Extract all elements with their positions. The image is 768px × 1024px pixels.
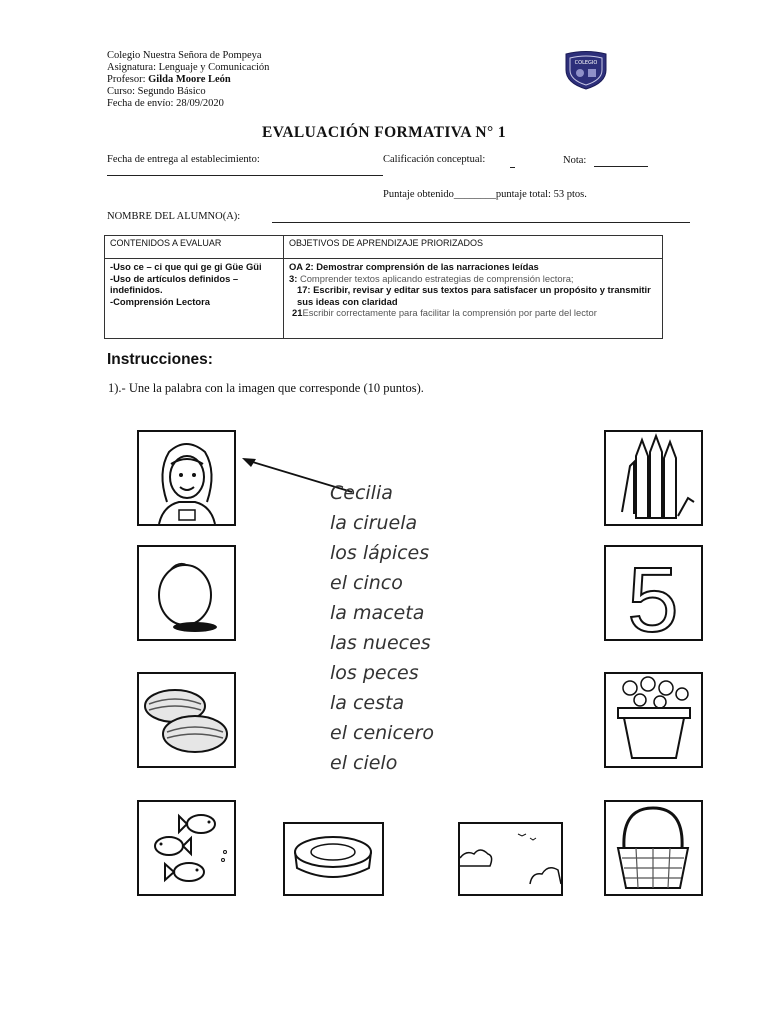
word-item[interactable]: los lápices — [330, 542, 430, 564]
school-name: Colegio Nuestra Señora de Pompeya — [107, 50, 262, 61]
school-logo — [563, 50, 609, 90]
question-1: 1).- Une la palabra con la imagen que corresponde (10 puntos). — [108, 381, 424, 395]
content-item: -Uso ce – ci que qui ge gi Güe Güi — [110, 261, 262, 272]
word-item[interactable]: las nueces — [330, 632, 431, 654]
picture-girl[interactable] — [137, 430, 236, 526]
page-title: EVALUACIÓN FORMATIVA N° 1 — [262, 124, 506, 141]
table-header-contents: CONTENIDOS A EVALUAR — [105, 236, 284, 259]
flowerpot-icon — [606, 674, 701, 766]
fish-icon — [139, 802, 234, 894]
five-icon — [606, 547, 701, 639]
word-item[interactable]: el cielo — [330, 752, 398, 774]
objective-item: 3: Comprender textos aplicando estrategias de comprensión lectora; — [289, 272, 574, 284]
instructions-title: Instrucciones: — [107, 351, 213, 368]
contents-cell — [105, 259, 284, 339]
objective-item: 21Escribir correctamente para facilitar la comprensión por parte del lector — [292, 307, 597, 318]
student-name-label: NOMBRE DEL ALUMNO(A): — [107, 211, 241, 222]
picture-nuts[interactable] — [137, 672, 236, 768]
picture-sky[interactable] — [458, 822, 563, 896]
word-item[interactable]: los peces — [330, 662, 419, 684]
objective-item: 17: Escribir, revisar y editar sus textos para satisfacer un propósito y transmitir sus ideas con claridad — [297, 284, 651, 307]
picture-five[interactable] — [604, 545, 703, 641]
picture-fish[interactable] — [137, 800, 236, 896]
teacher-label: Profesor: — [107, 74, 149, 85]
teacher-line — [107, 74, 231, 86]
subject-line: Asignatura: Lenguaje y Comunicación — [107, 62, 270, 73]
picture-plum[interactable] — [137, 545, 236, 641]
girl-icon — [139, 432, 234, 524]
grade-label: Nota: — [563, 155, 587, 166]
pencils-icon — [606, 432, 701, 524]
concept-grade-label: Calificación conceptual: — [383, 154, 486, 165]
word-item[interactable]: la ciruela — [330, 512, 418, 534]
score-line: Puntaje obtenido________puntaje total: 53 ptos. — [383, 189, 587, 200]
delivery-date-line[interactable] — [107, 175, 383, 176]
table-header-objectives: OBJETIVOS DE APRENDIZAJE PRIORIZADOS — [284, 236, 663, 259]
word-item[interactable]: Cecilia — [330, 482, 393, 504]
sky-icon — [460, 824, 561, 894]
picture-pencils[interactable] — [604, 430, 703, 526]
content-item: -Comprensión Lectora — [110, 295, 211, 307]
basket-icon — [606, 802, 701, 894]
picture-ashtray[interactable] — [283, 822, 384, 896]
picture-flowerpot[interactable] — [604, 672, 703, 768]
word-list — [330, 478, 500, 778]
nuts-icon — [139, 674, 234, 766]
word-item[interactable]: el cinco — [330, 572, 403, 594]
student-name-line[interactable] — [272, 222, 690, 223]
ashtray-icon — [285, 824, 382, 894]
objective-item: OA 2: Demostrar comprensión de las narraciones leídas — [289, 261, 539, 272]
picture-basket[interactable] — [604, 800, 703, 896]
course-line: Curso: Segundo Básico — [107, 86, 206, 97]
send-date-line: Fecha de envío: 28/09/2020 — [107, 98, 224, 109]
grade-line[interactable] — [594, 166, 648, 167]
logo-text: COLEGIO — [574, 60, 598, 66]
shield-icon — [563, 50, 609, 90]
word-item[interactable]: el cenicero — [330, 722, 435, 744]
objectives-table — [104, 235, 663, 339]
five-glyph: 5 — [627, 549, 679, 639]
delivery-date-label: Fecha de entrega al establecimiento: — [107, 154, 260, 165]
plum-icon — [139, 547, 234, 639]
teacher-name: Gilda Moore León — [148, 74, 231, 85]
word-item[interactable]: la maceta — [330, 602, 425, 624]
concept-grade-line[interactable] — [510, 167, 515, 168]
objectives-cell — [284, 259, 663, 339]
content-item: -Uso de artículos definidos – indefinidos. — [110, 272, 239, 295]
word-item[interactable]: la cesta — [330, 692, 405, 714]
